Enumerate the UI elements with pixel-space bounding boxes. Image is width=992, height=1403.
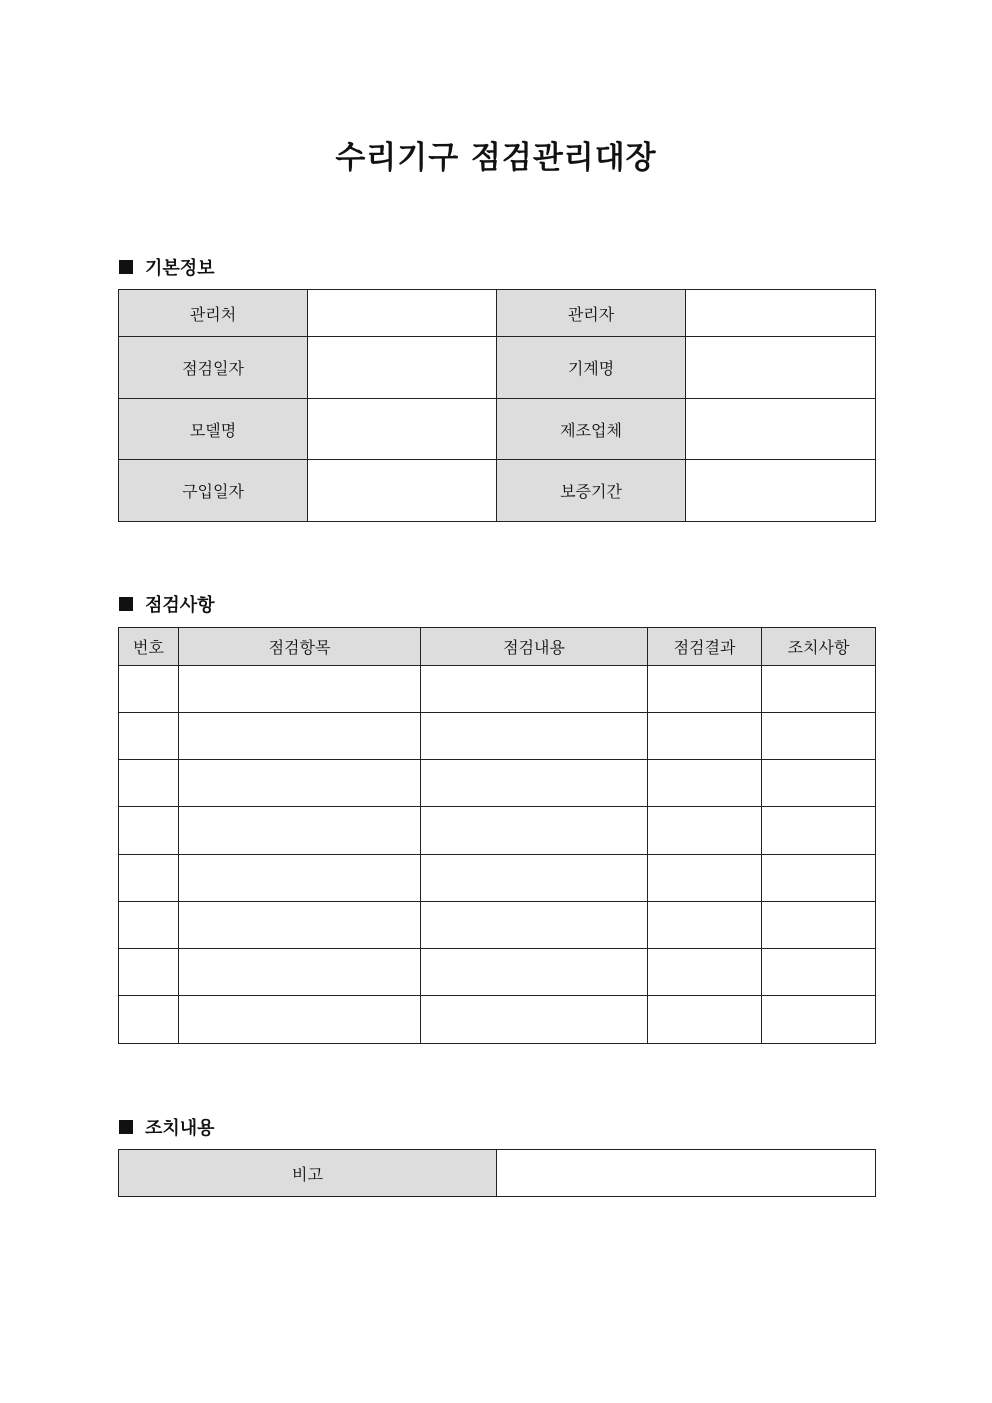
section-basic-info-label: 기본정보 bbox=[145, 258, 215, 279]
column-header-item: 점검항목 bbox=[179, 628, 421, 666]
cell-number[interactable] bbox=[119, 807, 179, 855]
basic-info-table bbox=[118, 289, 876, 522]
cell-item[interactable] bbox=[179, 996, 421, 1044]
square-bullet-icon bbox=[119, 597, 133, 611]
cell-item[interactable] bbox=[179, 855, 421, 902]
cell-action[interactable] bbox=[762, 713, 876, 760]
field-purchase-date[interactable] bbox=[308, 460, 497, 522]
cell-action[interactable] bbox=[762, 855, 876, 902]
cell-number[interactable] bbox=[119, 902, 179, 949]
page-title: 수리기구 점검관리대장 bbox=[335, 140, 657, 176]
field-inspection-date[interactable] bbox=[308, 337, 497, 399]
label-manager-org: 관리처 bbox=[119, 290, 308, 337]
cell-action[interactable] bbox=[762, 902, 876, 949]
cell-content[interactable] bbox=[421, 902, 648, 949]
field-model-name[interactable] bbox=[308, 399, 497, 460]
table-row bbox=[119, 713, 876, 760]
cell-result[interactable] bbox=[648, 902, 762, 949]
cell-content[interactable] bbox=[421, 949, 648, 996]
cell-action[interactable] bbox=[762, 996, 876, 1044]
cell-content[interactable] bbox=[421, 807, 648, 855]
label-manager: 관리자 bbox=[497, 290, 686, 337]
cell-result[interactable] bbox=[648, 760, 762, 807]
cell-action[interactable] bbox=[762, 949, 876, 996]
cell-content[interactable] bbox=[421, 760, 648, 807]
cell-content[interactable] bbox=[421, 666, 648, 713]
cell-number[interactable] bbox=[119, 760, 179, 807]
section-inspection-heading bbox=[119, 591, 215, 617]
table-row bbox=[119, 666, 876, 713]
cell-number[interactable] bbox=[119, 949, 179, 996]
inspection-table bbox=[118, 627, 876, 1044]
section-action-heading bbox=[119, 1114, 215, 1140]
action-table bbox=[118, 1149, 876, 1197]
cell-number[interactable] bbox=[119, 855, 179, 902]
cell-item[interactable] bbox=[179, 760, 421, 807]
table-row bbox=[119, 1150, 876, 1197]
field-manufacturer[interactable] bbox=[686, 399, 876, 460]
table-row bbox=[119, 807, 876, 855]
cell-number[interactable] bbox=[119, 713, 179, 760]
cell-item[interactable] bbox=[179, 949, 421, 996]
column-header-content: 점검내용 bbox=[421, 628, 648, 666]
cell-result[interactable] bbox=[648, 666, 762, 713]
cell-number[interactable] bbox=[119, 996, 179, 1044]
column-header-action: 조치사항 bbox=[762, 628, 876, 666]
section-inspection-label: 점검사항 bbox=[145, 595, 215, 616]
cell-content[interactable] bbox=[421, 855, 648, 902]
cell-result[interactable] bbox=[648, 949, 762, 996]
table-row bbox=[119, 337, 876, 399]
table-row bbox=[119, 460, 876, 522]
square-bullet-icon bbox=[119, 260, 133, 274]
cell-content[interactable] bbox=[421, 713, 648, 760]
cell-item[interactable] bbox=[179, 666, 421, 713]
column-header-number: 번호 bbox=[119, 628, 179, 666]
table-row bbox=[119, 399, 876, 460]
cell-result[interactable] bbox=[648, 713, 762, 760]
cell-action[interactable] bbox=[762, 807, 876, 855]
table-row bbox=[119, 996, 876, 1044]
table-header-row bbox=[119, 628, 876, 666]
field-manager-org[interactable] bbox=[308, 290, 497, 337]
cell-item[interactable] bbox=[179, 902, 421, 949]
field-manager[interactable] bbox=[686, 290, 876, 337]
cell-result[interactable] bbox=[648, 807, 762, 855]
label-manufacturer: 제조업체 bbox=[497, 399, 686, 460]
label-warranty-period: 보증기간 bbox=[497, 460, 686, 522]
table-row bbox=[119, 290, 876, 337]
label-remarks: 비고 bbox=[119, 1150, 497, 1197]
square-bullet-icon bbox=[119, 1120, 133, 1134]
cell-action[interactable] bbox=[762, 666, 876, 713]
table-row bbox=[119, 949, 876, 996]
field-warranty-period[interactable] bbox=[686, 460, 876, 522]
label-purchase-date: 구입일자 bbox=[119, 460, 308, 522]
label-inspection-date: 점검일자 bbox=[119, 337, 308, 399]
cell-content[interactable] bbox=[421, 996, 648, 1044]
cell-item[interactable] bbox=[179, 713, 421, 760]
label-machine-name: 기계명 bbox=[497, 337, 686, 399]
table-row bbox=[119, 902, 876, 949]
section-action-label: 조치내용 bbox=[145, 1118, 215, 1139]
section-basic-info-heading bbox=[119, 254, 215, 280]
column-header-result: 점검결과 bbox=[648, 628, 762, 666]
table-row bbox=[119, 760, 876, 807]
cell-number[interactable] bbox=[119, 666, 179, 713]
field-machine-name[interactable] bbox=[686, 337, 876, 399]
label-model-name: 모델명 bbox=[119, 399, 308, 460]
cell-action[interactable] bbox=[762, 760, 876, 807]
field-remarks[interactable] bbox=[497, 1150, 876, 1197]
table-row bbox=[119, 855, 876, 902]
cell-result[interactable] bbox=[648, 855, 762, 902]
cell-result[interactable] bbox=[648, 996, 762, 1044]
cell-item[interactable] bbox=[179, 807, 421, 855]
